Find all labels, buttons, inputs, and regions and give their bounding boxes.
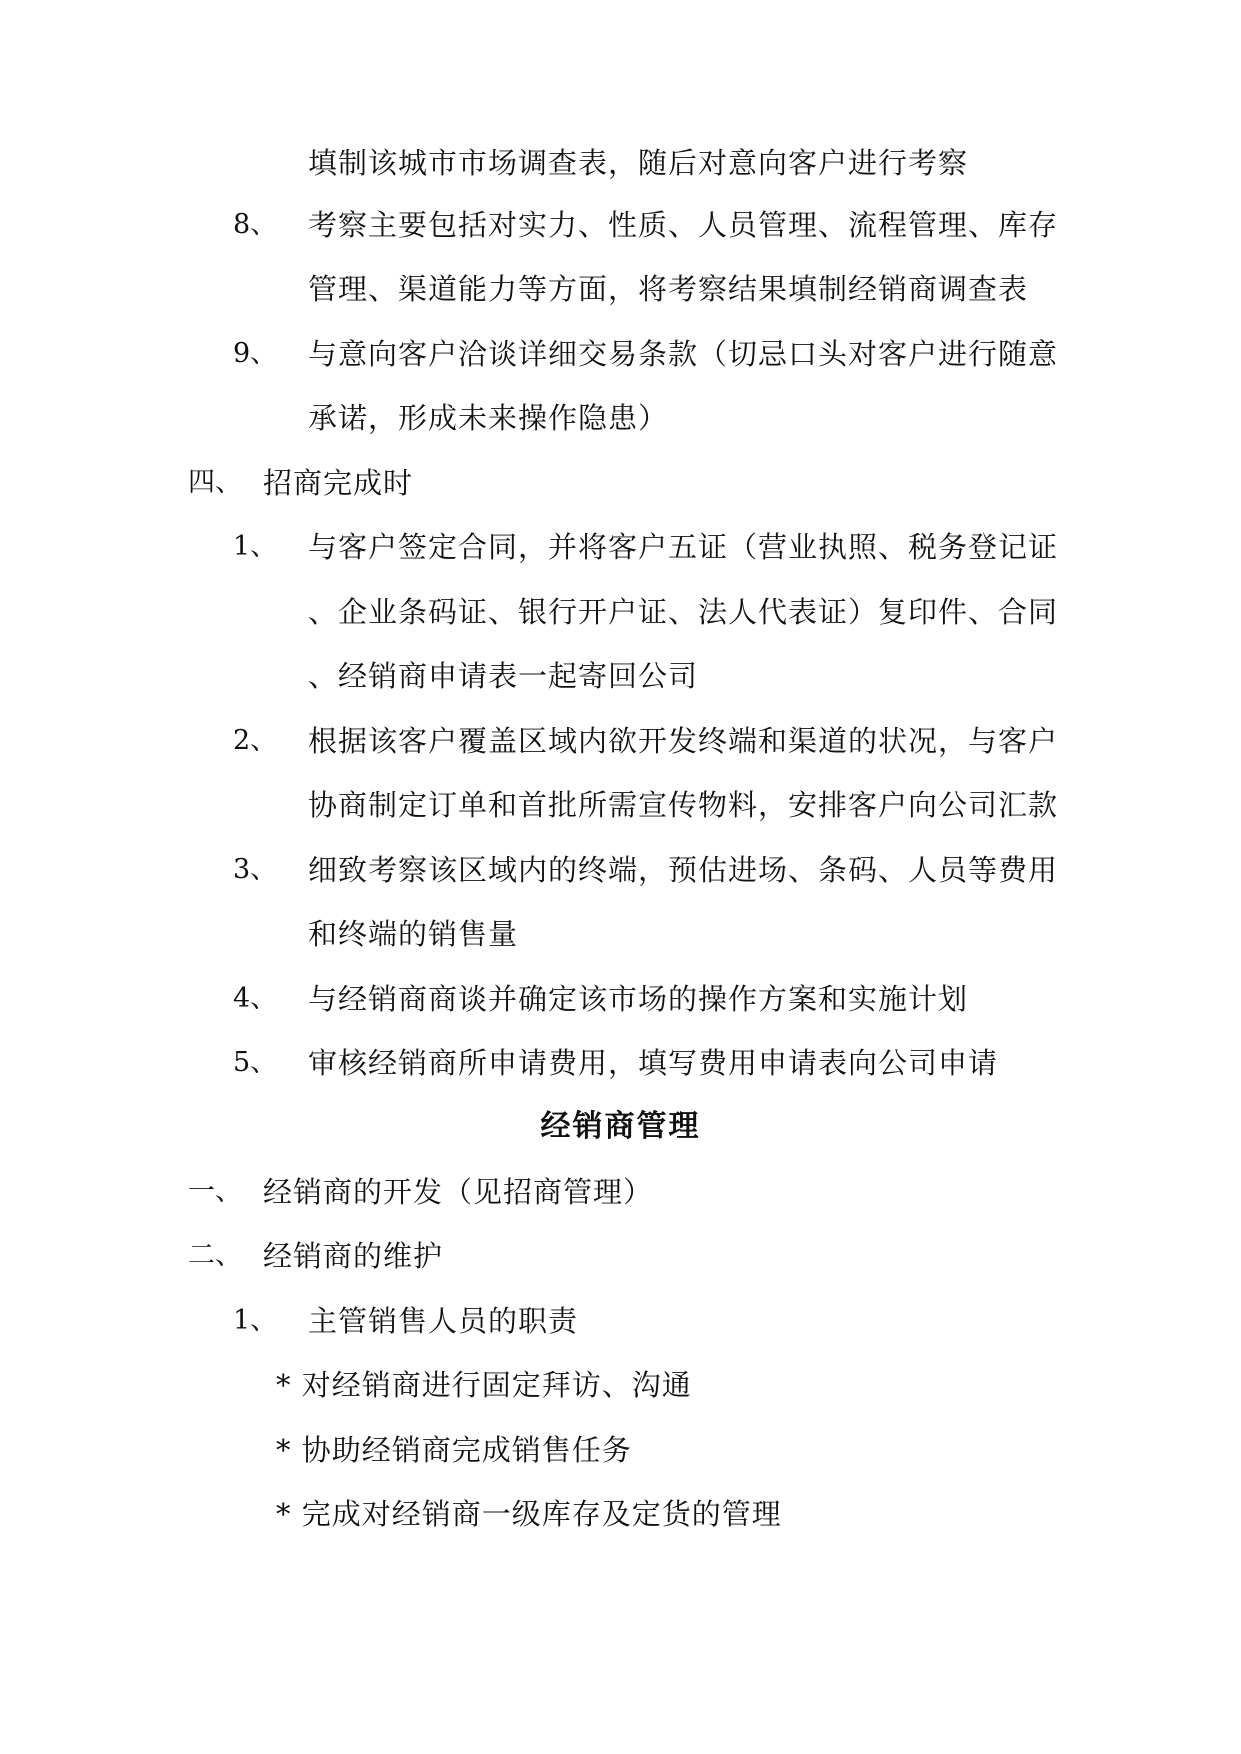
s4-item-number-5: 5、 [233,1047,278,1078]
dealer-sub-1-heading: 主管销售人员的职责 [308,1304,579,1338]
dealer-section-1-heading: 经销商的开发（见招商管理） [263,1175,654,1209]
section-4-heading: 招商完成时 [263,466,414,500]
s4-item-2-line-2: 协商制定订单和首批所需宣传物料，安排客户向公司汇款 [308,788,1059,822]
s4-item-number-4: 4、 [233,983,278,1014]
dealer-section-2-heading: 经销商的维护 [263,1239,444,1273]
s4-item-1-line-3: 、经销商申请表一起寄回公司 [308,659,699,693]
s4-item-3-line-1: 细致考察该区域内的终端，预估进场、条码、人员等费用 [308,853,1059,887]
s4-item-1-line-1: 与客户签定合同，并将客户五证（营业执照、税务登记证 [308,530,1059,564]
page-title: 经销商管理 [540,1109,701,1144]
s4-item-2-line-1: 根据该客户覆盖区域内欲开发终端和渠道的状况，与客户 [308,724,1059,758]
bullet-item-3: * 完成对经销商一级库存及定货的管理 [276,1497,782,1531]
item-number-9: 9、 [233,338,278,369]
s4-item-3-line-2: 和终端的销售量 [308,917,519,951]
dealer-sub-number-1: 1、 [233,1305,278,1336]
item-8-line-1: 考察主要包括对实力、性质、人员管理、流程管理、库存 [308,208,1059,242]
item-number-8: 8、 [233,209,278,240]
bullet-item-1: * 对经销商进行固定拜访、沟通 [276,1368,692,1402]
s4-item-number-2: 2、 [233,725,278,756]
section-number-4: 四、 [188,467,242,498]
continuation-text: 填制该城市市场调查表，随后对意向客户进行考察 [308,146,969,180]
dealer-section-number-2: 二、 [188,1240,242,1271]
s4-item-4-line-1: 与经销商商谈并确定该市场的操作方案和实施计划 [308,982,969,1016]
s4-item-number-3: 3、 [233,854,278,885]
item-8-line-2: 管理、渠道能力等方面，将考察结果填制经销商调查表 [308,272,1029,306]
dealer-section-number-1: 一、 [188,1176,242,1207]
bullet-item-2: * 协助经销商完成销售任务 [276,1433,632,1467]
s4-item-1-line-2: 、企业条码证、银行开户证、法人代表证）复印件、合同 [308,595,1059,629]
s4-item-number-1: 1、 [233,531,278,562]
item-9-line-1: 与意向客户洽谈详细交易条款（切忌口头对客户进行随意 [308,337,1059,371]
s4-item-5-line-1: 审核经销商所申请费用，填写费用申请表向公司申请 [308,1046,999,1080]
item-9-line-2: 承诺，形成未来操作隐患） [308,401,669,435]
